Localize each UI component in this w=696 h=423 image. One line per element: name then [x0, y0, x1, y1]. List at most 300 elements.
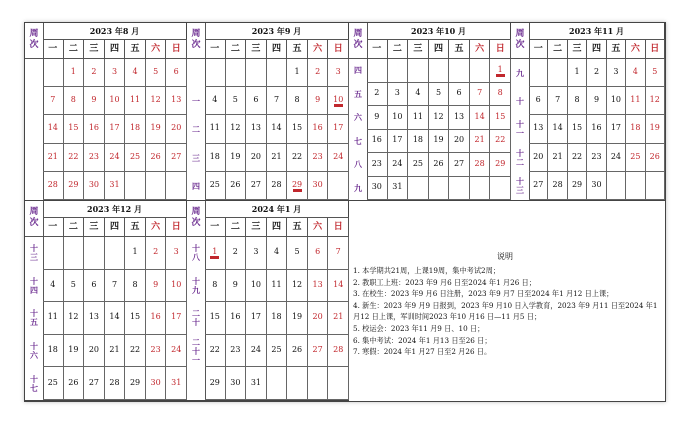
day-number: 8	[574, 95, 580, 105]
note-line: 6. 集中考试：2024 年1 月13 日至26 日；	[353, 335, 492, 345]
day-number: 3	[111, 67, 118, 77]
day-cell	[328, 302, 349, 335]
day-cell	[287, 367, 308, 400]
day-number: 15	[571, 123, 583, 133]
week-label	[191, 59, 201, 87]
day-number: 25	[271, 345, 282, 355]
day-number: 27	[312, 345, 323, 355]
day-number: 4	[50, 279, 56, 289]
week-label: 四	[354, 65, 362, 75]
day-cell	[166, 144, 187, 172]
day-cell	[64, 335, 85, 368]
day-cell	[408, 153, 429, 177]
day-number: 26	[291, 345, 303, 355]
day-cell	[84, 302, 105, 335]
week-label: 十八	[192, 243, 200, 263]
week-label: 四	[192, 180, 200, 191]
day-number: 16	[312, 123, 323, 133]
day-number: 20	[453, 135, 465, 145]
day-cell	[548, 172, 567, 200]
day-number: 22	[209, 345, 220, 355]
day-cell	[490, 130, 511, 154]
day-cell	[105, 59, 126, 87]
day-cell	[646, 172, 665, 200]
day-number: 11	[129, 95, 141, 105]
day-cell	[166, 87, 187, 115]
day-number: 27	[250, 179, 262, 189]
day-number: 2	[315, 67, 321, 77]
weekday-header: 五	[287, 217, 308, 237]
day-number: 31	[171, 377, 182, 387]
day-cell	[166, 59, 187, 87]
day-cell	[367, 153, 388, 177]
notes-panel	[349, 223, 661, 399]
day-cell	[43, 115, 64, 143]
day-cell	[43, 144, 64, 172]
day-cell	[64, 87, 85, 115]
day-cell	[328, 367, 349, 400]
weekday-header: 二	[388, 39, 409, 59]
week-header: 周 次	[25, 201, 43, 237]
weekday-header: 六	[146, 39, 167, 59]
day-number: 10	[109, 95, 120, 105]
day-number: 26	[150, 151, 161, 161]
day-number: 30	[591, 179, 602, 189]
day-number: 22	[571, 151, 583, 161]
day-number: 2	[232, 247, 238, 257]
day-cell	[308, 302, 329, 335]
day-number: 18	[630, 123, 641, 133]
day-cell	[267, 59, 288, 87]
day-cell	[308, 172, 329, 200]
weekday-header: 四	[587, 39, 606, 59]
day-cell	[607, 59, 626, 87]
day-number: 1	[70, 67, 76, 77]
day-number: 19	[649, 123, 660, 133]
day-cell	[166, 335, 187, 368]
week-label: 十六	[30, 341, 38, 361]
day-cell	[205, 144, 226, 172]
day-cell	[146, 237, 167, 270]
day-cell	[246, 59, 267, 87]
day-number: 2	[374, 88, 380, 98]
holiday-mark	[334, 104, 343, 107]
month-grid	[205, 201, 348, 400]
day-cell	[125, 59, 146, 87]
day-cell	[470, 177, 491, 201]
day-cell	[388, 130, 409, 154]
day-cell	[146, 144, 167, 172]
day-number: 1	[132, 247, 138, 257]
day-cell	[166, 270, 187, 303]
weekday-header: 四	[429, 39, 450, 59]
day-cell	[548, 115, 567, 143]
day-number: 28	[47, 179, 58, 189]
day-cell	[548, 59, 567, 87]
day-number: 28	[271, 179, 282, 189]
day-cell	[367, 59, 388, 83]
day-number: 12	[433, 111, 444, 121]
month-title: 2023 年10 月	[367, 23, 510, 40]
day-cell	[328, 115, 349, 143]
day-cell	[548, 144, 567, 172]
day-number: 14	[474, 111, 485, 121]
day-number: 18	[47, 345, 58, 355]
day-number: 9	[593, 95, 600, 105]
day-number: 17	[333, 123, 344, 133]
day-cell	[125, 172, 146, 200]
day-number: 17	[610, 123, 621, 133]
weekday-header: 日	[166, 39, 187, 59]
day-cell	[388, 177, 409, 201]
day-number: 18	[209, 151, 220, 161]
day-number: 25	[129, 151, 141, 161]
day-number: 10	[171, 279, 182, 289]
day-number: 30	[230, 377, 241, 387]
day-number: 13	[171, 95, 182, 105]
day-cell	[166, 237, 187, 270]
day-cell	[449, 106, 470, 130]
day-number: 9	[91, 95, 97, 105]
day-cell	[43, 172, 64, 200]
day-number: 31	[392, 182, 403, 192]
day-cell	[226, 115, 247, 143]
weekday-header: 日	[490, 39, 511, 59]
day-cell	[646, 144, 665, 172]
week-label: 十五	[30, 308, 38, 328]
weekday-header: 三	[246, 39, 267, 59]
day-cell	[587, 115, 606, 143]
week-label	[29, 115, 39, 143]
day-number: 5	[435, 88, 442, 98]
day-cell	[490, 106, 511, 130]
week-label: 二十	[192, 308, 200, 328]
day-number: 11	[209, 123, 220, 133]
day-number: 8	[212, 279, 218, 289]
day-number: 6	[173, 67, 179, 77]
day-number: 18	[412, 135, 424, 145]
day-cell	[568, 87, 587, 115]
day-cell	[308, 367, 329, 400]
day-number: 19	[230, 151, 241, 161]
day-cell	[328, 144, 349, 172]
day-cell	[84, 270, 105, 303]
holiday-mark	[293, 189, 302, 192]
day-number: 29	[571, 179, 583, 189]
week-label: 九	[354, 182, 362, 193]
day-cell	[64, 115, 85, 143]
day-cell	[367, 83, 388, 107]
day-number: 12	[230, 123, 241, 133]
weekday-header: 五	[607, 39, 626, 59]
day-number: 13	[533, 123, 544, 133]
day-number: 23	[88, 151, 100, 161]
day-cell	[43, 270, 64, 303]
day-cell	[449, 177, 470, 201]
day-number: 15	[68, 123, 79, 133]
week-label: 十七	[30, 373, 38, 393]
day-cell	[367, 177, 388, 201]
day-cell	[226, 270, 247, 303]
day-number: 3	[173, 247, 179, 257]
day-number: 27	[453, 158, 465, 168]
day-cell	[64, 270, 85, 303]
day-cell	[287, 115, 308, 143]
week-label: 十三	[516, 175, 524, 195]
day-number: 4	[273, 247, 280, 257]
day-number: 5	[652, 67, 658, 77]
weekday-header: 一	[367, 39, 388, 59]
day-cell	[146, 302, 167, 335]
day-number: 6	[535, 95, 541, 105]
month-sep	[187, 23, 349, 201]
week-label: 十四	[30, 275, 38, 295]
day-number: 2	[91, 67, 97, 77]
weekday-header: 五	[449, 39, 470, 59]
month-title: 2023 年12 月	[43, 201, 186, 218]
day-cell	[449, 59, 470, 83]
day-cell	[408, 130, 429, 154]
day-number: 19	[68, 345, 79, 355]
day-number: 27	[171, 151, 182, 161]
day-cell	[84, 115, 105, 143]
day-number: 15	[495, 111, 506, 121]
week-label: 一	[192, 96, 200, 107]
day-number: 1	[294, 67, 300, 77]
weekday-header: 四	[267, 217, 288, 237]
week-header: 周 次	[187, 23, 205, 59]
weekday-header: 六	[308, 217, 329, 237]
day-number: 20	[250, 151, 262, 161]
weekday-header: 六	[626, 39, 645, 59]
day-cell	[226, 237, 247, 270]
day-number: 4	[415, 88, 421, 98]
day-number: 20	[312, 312, 323, 322]
weekday-header: 六	[308, 39, 329, 59]
day-cell	[125, 115, 146, 143]
day-cell	[287, 144, 308, 172]
month-oct	[349, 23, 511, 201]
day-number: 5	[70, 279, 76, 289]
day-number: 8	[70, 95, 76, 105]
day-cell	[125, 87, 146, 115]
day-cell	[587, 59, 606, 87]
day-number: 12	[68, 312, 79, 322]
day-number: 24	[109, 151, 120, 161]
weekday-header: 二	[548, 39, 567, 59]
day-number: 23	[371, 158, 382, 168]
day-cell	[105, 144, 126, 172]
day-cell	[43, 367, 64, 400]
day-number: 21	[109, 345, 120, 355]
day-cell	[429, 177, 450, 201]
day-number: 10	[392, 111, 403, 121]
week-label: 十二	[516, 147, 524, 167]
day-number: 12	[150, 95, 161, 105]
day-number: 16	[371, 135, 382, 145]
day-number: 5	[153, 67, 159, 77]
day-cell	[328, 87, 349, 115]
day-cell	[429, 153, 450, 177]
day-number: 24	[250, 345, 262, 355]
day-cell	[626, 59, 645, 87]
day-cell	[626, 144, 645, 172]
day-cell	[529, 87, 548, 115]
day-cell	[125, 367, 146, 400]
day-cell	[449, 83, 470, 107]
day-number: 10	[610, 95, 621, 105]
day-number: 17	[109, 123, 120, 133]
day-number: 9	[232, 279, 238, 289]
day-cell	[568, 115, 587, 143]
day-number: 3	[394, 88, 400, 98]
day-cell	[267, 144, 288, 172]
day-number: 28	[552, 179, 563, 189]
day-cell	[408, 177, 429, 201]
weekday-header: 一	[205, 39, 226, 59]
week-label: 十九	[192, 275, 200, 295]
notes-title: 说明	[497, 252, 513, 261]
day-number: 2	[153, 247, 159, 257]
day-cell	[64, 172, 85, 200]
day-cell	[246, 367, 267, 400]
weekday-header: 日	[646, 39, 665, 59]
day-cell	[308, 87, 329, 115]
day-number: 7	[555, 95, 561, 105]
day-number: 28	[474, 158, 485, 168]
day-number: 26	[68, 377, 79, 387]
day-number: 16	[591, 123, 602, 133]
day-number: 24	[392, 158, 403, 168]
day-cell	[490, 83, 511, 107]
day-number: 23	[591, 151, 602, 161]
day-number: 17	[250, 312, 262, 322]
day-number: 27	[533, 179, 544, 189]
day-cell	[388, 106, 409, 130]
day-number: 4	[632, 67, 638, 77]
day-number: 20	[171, 123, 182, 133]
day-cell	[626, 115, 645, 143]
day-cell	[646, 59, 665, 87]
day-cell	[267, 172, 288, 200]
day-cell	[205, 87, 226, 115]
day-cell	[646, 87, 665, 115]
day-cell	[287, 335, 308, 368]
day-number: 1	[497, 64, 503, 74]
day-cell	[125, 237, 146, 270]
holiday-mark	[496, 74, 505, 77]
day-number: 14	[552, 123, 563, 133]
note-line: 1. 本学期共21周，上课19周，集中考试2周；	[353, 266, 501, 275]
weekday-header: 一	[43, 217, 64, 237]
day-cell	[308, 335, 329, 368]
week-header: 周 次	[511, 23, 529, 59]
day-cell	[568, 59, 587, 87]
day-cell	[607, 144, 626, 172]
day-cell	[287, 237, 308, 270]
week-label: 二	[192, 124, 200, 135]
day-number: 30	[371, 182, 382, 192]
day-cell	[84, 144, 105, 172]
month-title: 2023 年9 月	[205, 23, 348, 40]
day-cell	[529, 115, 548, 143]
day-number: 6	[91, 279, 97, 289]
weekday-header: 五	[125, 39, 146, 59]
day-number: 20	[533, 151, 544, 161]
day-cell	[64, 59, 85, 87]
week-label: 二十一	[192, 336, 200, 365]
month-aug	[25, 23, 187, 201]
day-cell	[166, 302, 187, 335]
month-nov	[511, 23, 665, 201]
day-number: 9	[315, 95, 321, 105]
weekday-header: 一	[529, 39, 548, 59]
weekday-header: 三	[84, 217, 105, 237]
day-cell	[84, 87, 105, 115]
day-number: 26	[433, 158, 444, 168]
day-cell	[146, 335, 167, 368]
weekday-header: 六	[146, 217, 167, 237]
day-number: 7	[335, 247, 341, 257]
day-cell	[587, 87, 606, 115]
day-number: 10	[250, 279, 262, 289]
day-cell	[205, 270, 226, 303]
day-cell	[267, 87, 288, 115]
day-number: 6	[253, 95, 259, 105]
day-cell	[105, 237, 126, 270]
day-cell	[205, 115, 226, 143]
day-cell	[246, 270, 267, 303]
weekday-header: 三	[408, 39, 429, 59]
day-number: 7	[111, 279, 118, 289]
day-number: 10	[333, 95, 344, 105]
day-cell	[429, 83, 450, 107]
day-cell	[388, 59, 409, 83]
day-cell	[287, 270, 308, 303]
day-cell	[287, 87, 308, 115]
month-grid	[205, 23, 348, 200]
day-cell	[429, 130, 450, 154]
day-number: 31	[109, 179, 120, 189]
day-number: 16	[88, 123, 100, 133]
week-label: 十	[516, 96, 524, 107]
day-cell	[205, 59, 226, 87]
day-cell	[267, 335, 288, 368]
day-number: 25	[412, 158, 424, 168]
day-cell	[246, 237, 267, 270]
day-number: 16	[230, 312, 241, 322]
day-cell	[125, 335, 146, 368]
week-label	[29, 144, 39, 172]
day-cell	[246, 144, 267, 172]
day-cell	[367, 130, 388, 154]
week-label	[29, 87, 39, 115]
month-grid	[43, 201, 186, 400]
day-number: 21	[271, 151, 282, 161]
day-number: 8	[294, 95, 300, 105]
day-cell	[267, 270, 288, 303]
day-cell	[205, 335, 226, 368]
week-label: 五	[354, 88, 362, 99]
day-cell	[568, 144, 587, 172]
day-cell	[429, 106, 450, 130]
day-number: 1	[574, 67, 580, 77]
weekday-header: 四	[267, 39, 288, 59]
note-line: 7. 寒假：2024 年1 月27 日至2 月26 日。	[353, 347, 492, 357]
day-number: 4	[132, 67, 138, 77]
day-cell	[125, 270, 146, 303]
note-line: 2. 教职工上班：2023 年9 月6 日至2024 年1 月26 日；	[353, 277, 536, 287]
